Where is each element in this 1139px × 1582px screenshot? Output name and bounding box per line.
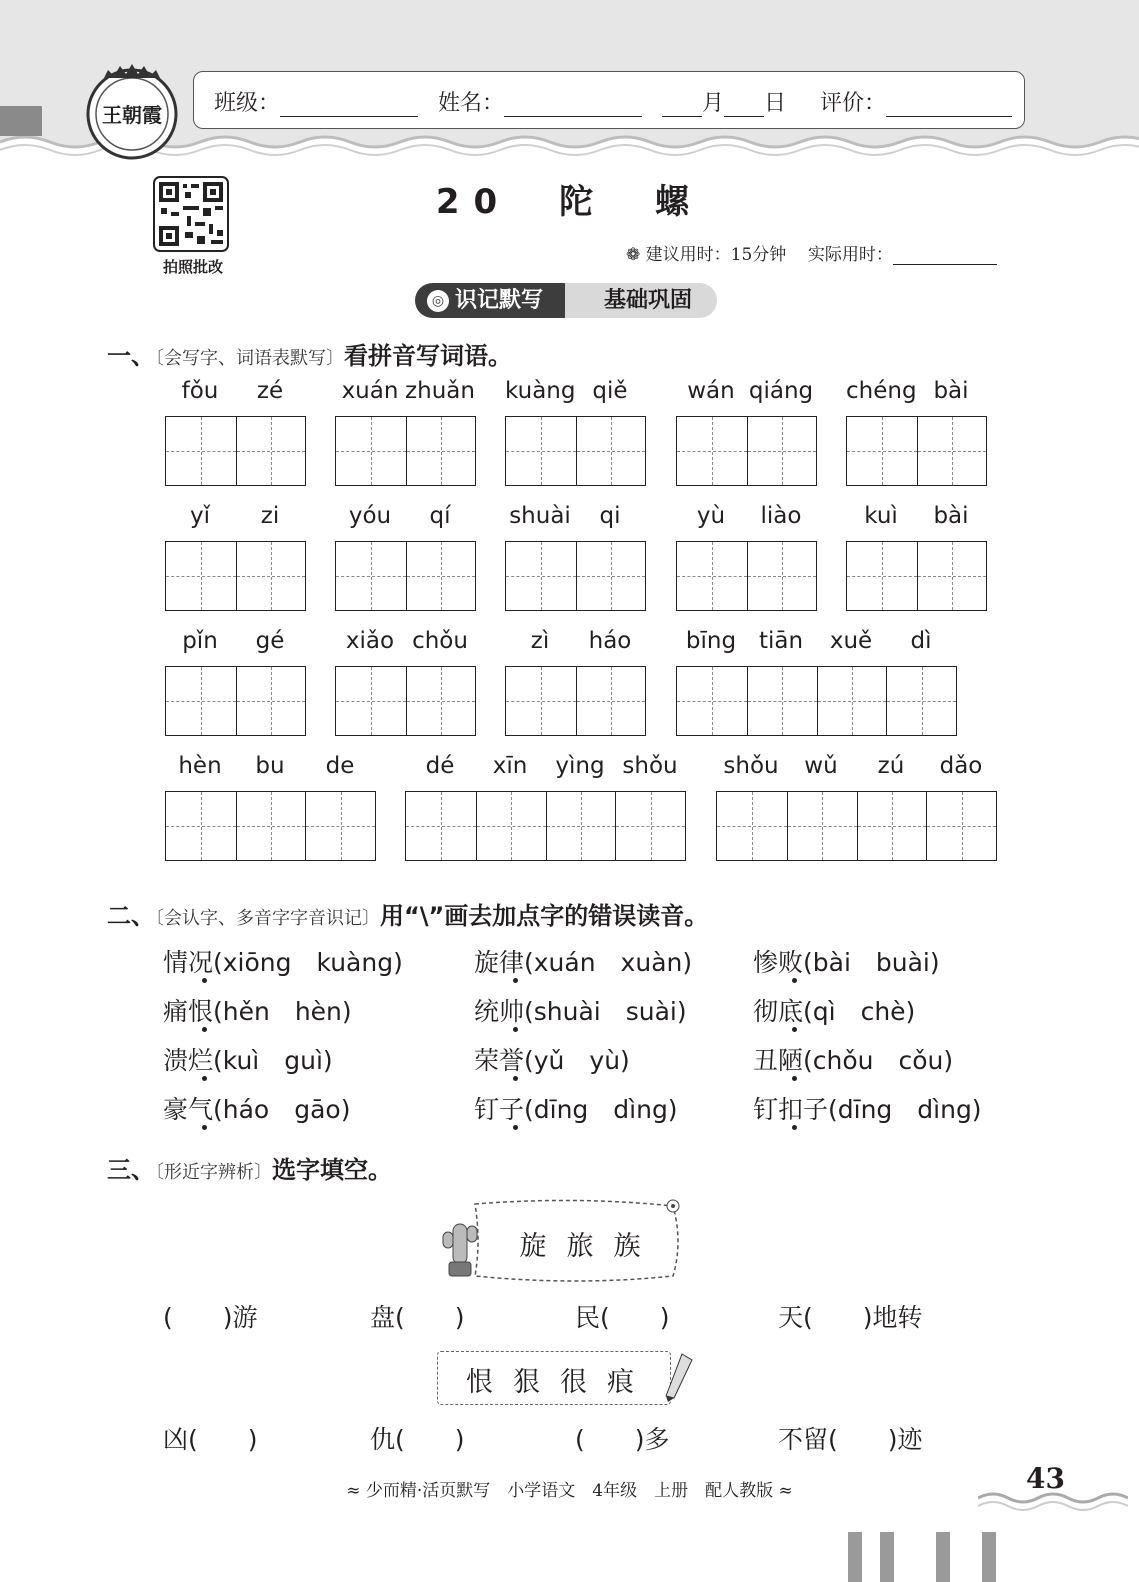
pinyin-syllable: qi: [599, 503, 621, 529]
grid-cell[interactable]: [236, 417, 306, 485]
writing-grid[interactable]: [335, 666, 476, 736]
eval-label: 评价：: [820, 91, 887, 116]
edge-bar: [982, 1532, 996, 1582]
pronunciation-item[interactable]: 丑陋(chǒu cǒu): [753, 1046, 954, 1075]
emphasis-dot: [513, 1125, 518, 1130]
emphasis-dot: [792, 1125, 797, 1130]
fill-blank-item[interactable]: 不留( )迹: [778, 1425, 923, 1454]
section1-tag: 〔会写字、词语表默写〕: [155, 348, 344, 369]
char-options-2: 恨狠很痕: [466, 1367, 654, 1398]
student-info-box: [193, 71, 1025, 129]
section1-title: 看拼音写词语。: [344, 342, 512, 370]
writing-grid[interactable]: [505, 416, 646, 486]
pinyin-syllable: hèn: [178, 753, 222, 779]
pinyin-syllable: xīn: [492, 753, 528, 779]
pinyin-syllable: yǐ: [189, 503, 210, 529]
qr-label: 拍照批改: [162, 258, 223, 276]
pinyin-syllable: zé: [256, 378, 284, 404]
grid-cell[interactable]: [747, 542, 817, 610]
writing-grid[interactable]: [165, 791, 376, 861]
pinyin-syllable: zì: [530, 628, 550, 654]
grid-cell[interactable]: [747, 667, 817, 735]
actual-time-label: 实际用时：: [807, 245, 893, 265]
grid-cell[interactable]: [305, 792, 375, 860]
flower-icon: ❁: [626, 245, 641, 265]
fill-blank-item[interactable]: 天( )地转: [778, 1303, 923, 1332]
grid-cell[interactable]: [576, 417, 646, 485]
fill-blank-item[interactable]: 民( ): [575, 1303, 670, 1332]
pinyin-syllable: xiǎo: [345, 628, 395, 654]
grid-cell[interactable]: [886, 667, 956, 735]
logo-text: 王朝霞: [102, 103, 162, 127]
writing-grid[interactable]: [676, 666, 957, 736]
grid-cell[interactable]: [236, 792, 306, 860]
suggested-time: 建议用时：15分钟: [645, 245, 787, 265]
medal-icon: ◎: [427, 290, 449, 312]
pinyin-syllable: zú: [877, 753, 905, 779]
pinyin-syllable: yìng: [555, 753, 605, 779]
pinyin-syllable: háo: [588, 628, 632, 654]
pinyin-syllable: xuě: [829, 628, 873, 654]
grid-cell[interactable]: [236, 542, 306, 610]
pinyin-syllable: wán: [687, 378, 735, 404]
pinyin-syllable: zi: [260, 503, 280, 529]
grid-cell[interactable]: [336, 417, 406, 485]
pinyin-syllable: chéng: [846, 378, 917, 404]
grid-cell[interactable]: [506, 542, 576, 610]
pinyin-syllable: qiáng: [748, 378, 814, 404]
writing-grid[interactable]: [165, 666, 306, 736]
day-label: 日: [764, 91, 787, 116]
grid-cell[interactable]: [917, 542, 987, 610]
grid-cell[interactable]: [817, 667, 887, 735]
grid-cell[interactable]: [576, 667, 646, 735]
grid-cell[interactable]: [847, 542, 917, 610]
grid-cell[interactable]: [506, 417, 576, 485]
pronunciation-item[interactable]: 溃烂(kuì guì): [163, 1046, 333, 1075]
pronunciation-item[interactable]: 荣誉(yǔ yù): [474, 1046, 630, 1075]
pinyin-syllable: bu: [255, 753, 285, 779]
pinyin-syllable: xuán: [341, 378, 399, 404]
class-field[interactable]: [280, 94, 418, 117]
writing-grid[interactable]: [335, 416, 476, 486]
pronunciation-item[interactable]: 惨败(bài buài): [753, 948, 940, 977]
pinyin-syllable: shuài: [509, 503, 571, 529]
pinyin-syllable: yóu: [348, 503, 392, 529]
section3-number: 三、: [107, 1156, 155, 1184]
grid-cell[interactable]: [336, 542, 406, 610]
pinyin-syllable: shǒu: [723, 753, 779, 779]
footer-text: ≈ 少而精·活页默写 小学语文 4年级 上册 配人教版 ≈: [346, 1481, 793, 1501]
emphasis-dot: [202, 1027, 207, 1032]
page-title: 20 陀 螺: [435, 182, 704, 222]
writing-grid[interactable]: [846, 416, 987, 486]
grid-cell[interactable]: [166, 417, 236, 485]
pronunciation-item[interactable]: 痛恨(hěn hèn): [163, 997, 352, 1026]
pronunciation-item[interactable]: 钉子(dīng dìng): [474, 1095, 678, 1124]
fill-blank-item[interactable]: ( )多: [575, 1425, 670, 1454]
grid-cell[interactable]: [406, 667, 476, 735]
pinyin-syllable: liào: [760, 503, 802, 529]
grid-cell[interactable]: [917, 417, 987, 485]
pinyin-syllable: pǐn: [182, 628, 218, 654]
edge-bar: [880, 1532, 894, 1582]
grid-cell[interactable]: [476, 792, 546, 860]
pinyin-syllable: yù: [696, 503, 726, 529]
pronunciation-item[interactable]: 彻底(qì chè): [753, 997, 916, 1026]
side-tab: [0, 106, 42, 136]
section1-number: 一、: [107, 342, 155, 370]
pinyin-syllable: dì: [910, 628, 932, 654]
writing-grid[interactable]: [716, 791, 997, 861]
writing-grid[interactable]: [335, 541, 476, 611]
writing-grid[interactable]: [846, 541, 987, 611]
pinyin-syllable: qiě: [592, 378, 628, 404]
section2-tag: 〔会认字、多音字字音识记〕: [155, 908, 380, 929]
brand-logo: [84, 60, 180, 160]
name-label: 姓名：: [438, 91, 505, 116]
pronunciation-item[interactable]: 旋律(xuán xuàn): [474, 948, 693, 977]
pinyin-syllable: shǒu: [622, 753, 678, 779]
section2-title: 用“\”画去加点字的错误读音。: [380, 902, 709, 930]
section1-heading: [107, 336, 512, 371]
banner-sub: 基础巩固: [565, 283, 717, 318]
pinyin-syllable: de: [325, 753, 355, 779]
cactus-icon: [443, 1224, 477, 1276]
grid-cell[interactable]: [677, 667, 747, 735]
emphasis-dot: [792, 978, 797, 983]
pinyin-syllable: dǎo: [939, 753, 983, 779]
grid-cell[interactable]: [406, 417, 476, 485]
grid-cell[interactable]: [236, 667, 306, 735]
pinyin-syllable: kuì: [864, 503, 898, 529]
grid-cell[interactable]: [677, 542, 747, 610]
section3-heading: [107, 1150, 392, 1185]
grid-cell[interactable]: [787, 792, 857, 860]
grid-cell[interactable]: [576, 542, 646, 610]
writing-grid[interactable]: [505, 666, 646, 736]
section3-title: 选字填空。: [272, 1156, 392, 1184]
grid-cell[interactable]: [615, 792, 685, 860]
emphasis-dot: [202, 1076, 207, 1081]
actual-time-field[interactable]: [893, 246, 997, 265]
name-field[interactable]: [504, 94, 642, 117]
grid-cell[interactable]: [546, 792, 616, 860]
edge-bar: [936, 1532, 950, 1582]
grid-cell[interactable]: [847, 417, 917, 485]
pinyin-syllable: kuàng: [505, 378, 576, 404]
emphasis-dot: [513, 978, 518, 983]
grid-cell[interactable]: [166, 667, 236, 735]
day-field[interactable]: [724, 94, 764, 117]
pinyin-syllable: wǔ: [804, 753, 838, 779]
pinyin-syllable: bài: [933, 503, 969, 529]
writing-grid[interactable]: [405, 791, 686, 861]
grid-cell[interactable]: [926, 792, 996, 860]
grid-cell[interactable]: [166, 542, 236, 610]
grid-cell[interactable]: [857, 792, 927, 860]
pronunciation-item[interactable]: 统帅(shuài suài): [474, 997, 687, 1026]
pinyin-syllable: qí: [429, 503, 451, 529]
grid-cell[interactable]: [717, 792, 787, 860]
pinyin-syllable: dé: [425, 753, 455, 779]
edge-bar: [848, 1532, 862, 1582]
emphasis-dot: [202, 978, 207, 983]
emphasis-dot: [792, 1027, 797, 1032]
fill-blank-item[interactable]: ( )游: [163, 1303, 258, 1332]
pinyin-syllable: gé: [255, 628, 285, 654]
grid-cell[interactable]: [747, 417, 817, 485]
emphasis-dot: [202, 1125, 207, 1130]
pronunciation-item[interactable]: 豪气(háo gāo): [163, 1095, 351, 1124]
eval-field[interactable]: [886, 94, 1012, 117]
banner-main: ◎ 识记默写: [415, 283, 581, 318]
class-label: 班级：: [214, 91, 281, 116]
pinyin-syllable: bài: [933, 378, 969, 404]
grid-cell[interactable]: [506, 667, 576, 735]
emphasis-dot: [792, 1076, 797, 1081]
section2-heading: [107, 896, 708, 931]
pronunciation-item[interactable]: 情况(xiōng kuàng): [163, 948, 403, 977]
writing-grid[interactable]: [165, 541, 306, 611]
pinyin-syllable: bīng: [685, 628, 737, 654]
section-banner: [415, 283, 717, 318]
char-options-1: 旋旅族: [519, 1231, 661, 1262]
writing-grid[interactable]: [676, 541, 817, 611]
pinyin-syllable: zhuǎn: [405, 378, 475, 404]
fill-blank-item[interactable]: 凶( ): [163, 1425, 258, 1454]
pinyin-syllable: tiān: [758, 628, 804, 654]
month-label: 月: [702, 91, 725, 116]
grid-cell[interactable]: [336, 667, 406, 735]
month-field[interactable]: [662, 94, 702, 117]
grid-cell[interactable]: [406, 542, 476, 610]
grid-cell[interactable]: [677, 417, 747, 485]
grid-cell[interactable]: [166, 792, 236, 860]
writing-grid[interactable]: [505, 541, 646, 611]
emphasis-dot: [513, 1027, 518, 1032]
pinyin-syllable: chǒu: [412, 628, 468, 654]
pinyin-syllable: fǒu: [181, 378, 219, 404]
section3-tag: 〔形近字辨析〕: [155, 1162, 272, 1183]
fill-blank-item[interactable]: 仇( ): [370, 1425, 465, 1454]
grid-cell[interactable]: [406, 792, 476, 860]
time-info: [626, 240, 997, 265]
fill-blank-item[interactable]: 盘( ): [370, 1303, 465, 1332]
pronunciation-item[interactable]: 钉扣子(dīng dìng): [753, 1095, 982, 1124]
page-number: 43: [1026, 1462, 1065, 1495]
emphasis-dot: [513, 1076, 518, 1081]
writing-grid[interactable]: [165, 416, 306, 486]
flower-icon: [667, 1200, 679, 1212]
section2-number: 二、: [107, 902, 155, 930]
writing-grid[interactable]: [676, 416, 817, 486]
